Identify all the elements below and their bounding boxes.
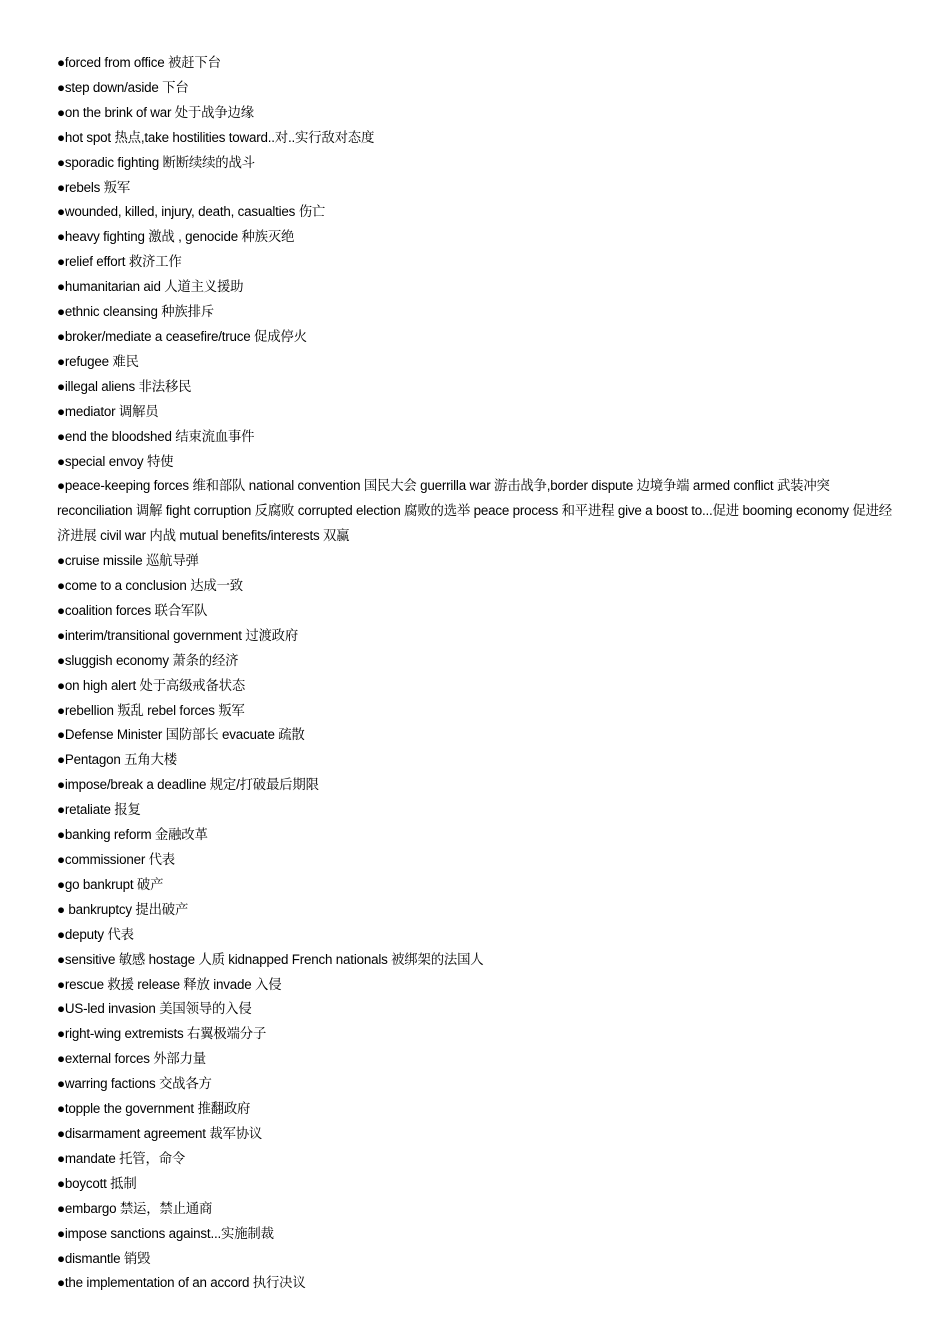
vocab-entry: ●sensitive 敏感 hostage 人质 kidnapped French nationals 被绑架的法国人 — [57, 951, 484, 967]
vocab-entry: ●peace-keeping forces 维和部队 national convention 国民大会 guerrilla war 游击战争,border dispute 边境争端 armed conflict 武装冲突 reconciliation 调解 fight corruption 反腐败 corrupted election 腐败的选举 peace process 和平进程 give a boost to...促进 booming economy 促进经济进展 civil war 内战 mutual benefits/interests 双赢 — [57, 478, 892, 544]
vocab-entry: ●special envoy 特使 — [57, 453, 174, 469]
vocab-entry: ●disarmament agreement 裁军协议 — [57, 1125, 263, 1141]
vocab-entry: ●dismantle 销毁 — [57, 1250, 151, 1266]
vocab-entry: ●on the brink of war 处于战争边缘 — [57, 104, 254, 120]
vocab-entry: ●heavy fighting 激战 , genocide 种族灭绝 — [57, 229, 295, 245]
vocab-entry: ●right-wing extremists 右翼极端分子 — [57, 1026, 267, 1042]
vocab-entry: ●impose sanctions against...实施制裁 — [57, 1225, 274, 1241]
vocab-entry: ●cruise missile 巡航导弹 — [57, 553, 199, 569]
vocab-entry: ●banking reform 金融改革 — [57, 827, 208, 843]
vocab-entry: ● bankruptcy 提出破产 — [57, 901, 189, 917]
vocabulary-list — [57, 51, 897, 1296]
vocab-entry: ●embargo 禁运，禁止通商 — [57, 1200, 213, 1216]
vocab-entry: ●humanitarian aid 人道主义援助 — [57, 279, 244, 295]
vocab-entry: ●come to a conclusion 达成一致 — [57, 578, 243, 594]
vocab-entry: ●step down/aside 下台 — [57, 79, 189, 95]
vocab-entry: ●boycott 抵制 — [57, 1175, 137, 1191]
vocab-entry: ●retaliate 报复 — [57, 802, 141, 818]
vocab-entry: ●relief effort 救济工作 — [57, 254, 182, 270]
vocab-entry: ●interim/transitional government 过渡政府 — [57, 627, 299, 643]
vocab-entry: ●sluggish economy 萧条的经济 — [57, 652, 239, 668]
vocab-entry: ●illegal aliens 非法移民 — [57, 378, 192, 394]
vocab-entry: ●on high alert 处于高级戒备状态 — [57, 677, 246, 693]
vocab-entry: ●impose/break a deadline 规定/打破最后期限 — [57, 777, 319, 793]
vocab-entry: ●wounded, killed, injury, death, casualties 伤亡 — [57, 204, 326, 220]
vocab-entry: ●Pentagon 五角大楼 — [57, 752, 177, 768]
vocab-entry: ●the implementation of an accord 执行决议 — [57, 1275, 306, 1291]
vocab-entry: ●refugee 难民 — [57, 353, 139, 369]
vocab-entry: ●mediator 调解员 — [57, 403, 159, 419]
vocab-entry: ●US-led invasion 美国领导的入侵 — [57, 1001, 252, 1017]
vocab-entry: ●deputy 代表 — [57, 926, 134, 942]
vocab-entry: ●sporadic fighting 断断续续的战斗 — [57, 154, 255, 170]
vocab-entry: ●rebellion 叛乱 rebel forces 叛军 — [57, 702, 245, 718]
vocab-entry: ●commissioner 代表 — [57, 852, 175, 867]
vocab-entry: ●warring factions 交战各方 — [57, 1076, 212, 1092]
vocab-entry: ●rescue 救援 release 释放 invade 入侵 — [57, 976, 282, 992]
vocab-entry: ●forced from office 被赶下台 — [57, 55, 221, 70]
vocab-entry: ●external forces 外部力量 — [57, 1051, 206, 1067]
vocab-entry: ●go bankrupt 破产 — [57, 876, 164, 892]
vocab-entry: ●Defense Minister 国防部长 evacuate 疏散 — [57, 727, 305, 743]
vocab-entry: ●hot spot 热点,take hostilities toward..对..实行敌对态度 — [57, 129, 375, 145]
vocab-entry: ●ethnic cleansing 种族排斥 — [57, 304, 215, 320]
vocab-entry: ●rebels 叛军 — [57, 179, 131, 195]
vocab-entry: ●end the bloodshed 结束流血事件 — [57, 428, 255, 444]
vocab-entry: ●broker/mediate a ceasefire/truce 促成停火 — [57, 328, 307, 344]
vocab-entry: ●topple the government 推翻政府 — [57, 1101, 251, 1117]
vocab-entry: ●coalition forces 联合军队 — [57, 602, 208, 618]
vocab-entry: ●mandate 托管，命令 — [57, 1150, 186, 1166]
